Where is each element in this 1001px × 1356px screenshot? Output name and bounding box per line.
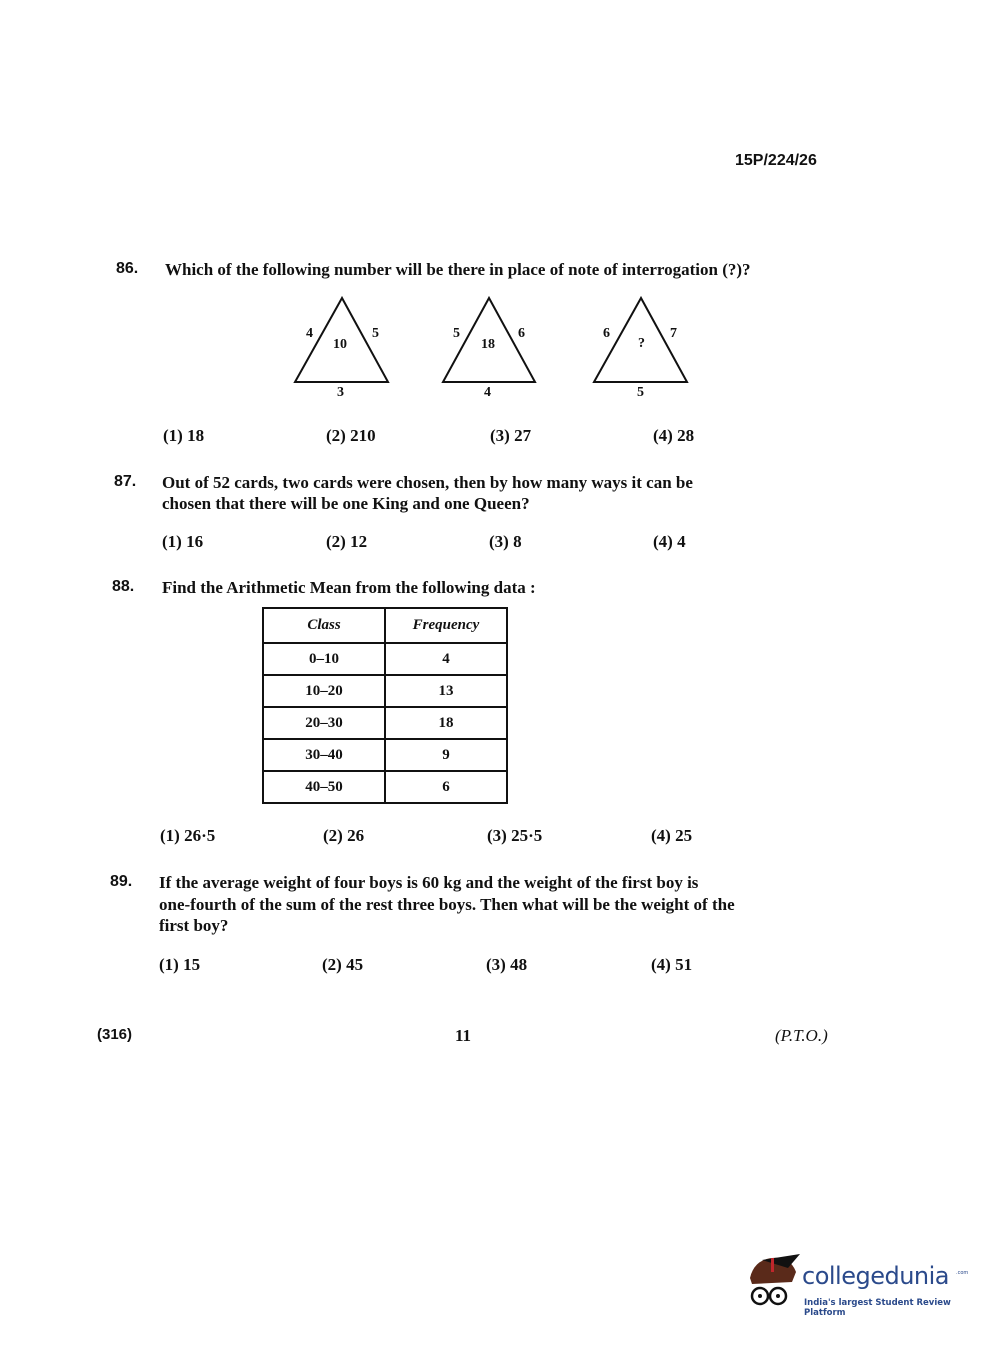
option-1: (1) 18: [163, 426, 205, 445]
frequency-cell: 6: [385, 771, 507, 803]
table-row: [263, 675, 507, 707]
class-cell: 30–40: [263, 739, 385, 771]
column-header: Class: [263, 608, 385, 643]
triangle-3-bottom: 5: [637, 385, 644, 400]
option-3: (3) 25·5: [487, 826, 543, 845]
option-4: (4) 51: [651, 955, 693, 974]
table-row: [263, 643, 507, 675]
question-text-line: first boy?: [159, 916, 229, 935]
triangle-2-center: 18: [481, 337, 495, 352]
logo-suffix: .com: [956, 1270, 969, 1276]
table-row: [263, 771, 507, 803]
option-1: (1) 26·5: [160, 826, 216, 845]
option-1: (1) 16: [162, 532, 204, 551]
question-text-line: If the average weight of four boys is 60 kg and the weight of the first boy is: [159, 873, 699, 892]
option-2: (2) 210: [326, 426, 376, 445]
class-cell: 10–20: [263, 675, 385, 707]
frequency-table: [262, 607, 508, 804]
logo-tagline: India's largest Student Review Platform: [804, 1298, 951, 1318]
triangle-2-bottom: 4: [484, 385, 491, 400]
option-4: (4) 4: [653, 532, 686, 551]
triangle-1-left: 4: [306, 326, 313, 341]
page-number: 11: [455, 1026, 472, 1045]
logo-wordmark: collegedunia: [802, 1262, 950, 1290]
triangle-1-right: 5: [372, 326, 379, 341]
option-2: (2) 45: [322, 955, 364, 974]
option-2: (2) 12: [326, 532, 368, 551]
question-text: Find the Arithmetic Mean from the following data :: [162, 578, 536, 597]
question-text-line: one-fourth of the sum of the rest three boys. Then what will be the weight of the: [159, 895, 735, 914]
question-text-line: chosen that there will be one King and one Queen?: [162, 494, 530, 513]
triangle-1-center: 10: [333, 337, 347, 352]
class-cell: 40–50: [263, 771, 385, 803]
triangle-2-left: 5: [453, 326, 460, 341]
option-3: (3) 8: [489, 532, 522, 551]
question-number: 87.: [114, 473, 137, 490]
option-4: (4) 25: [651, 826, 693, 845]
column-header: Frequency: [385, 608, 507, 643]
option-1: (1) 15: [159, 955, 201, 974]
question-number: 89.: [110, 873, 133, 890]
option-4: (4) 28: [653, 426, 695, 445]
triangle-3-center: ?: [638, 336, 645, 351]
frequency-cell: 13: [385, 675, 507, 707]
pto-label: (P.T.O.): [775, 1026, 828, 1045]
question-number: 86.: [116, 260, 139, 277]
class-cell: 0–10: [263, 643, 385, 675]
frequency-cell: 9: [385, 739, 507, 771]
table-row: [263, 707, 507, 739]
frequency-cell: 4: [385, 643, 507, 675]
collegedunia-logo: [742, 1248, 972, 1320]
question-number: 88.: [112, 578, 135, 595]
frequency-cell: 18: [385, 707, 507, 739]
paper-code: 15P/224/26: [735, 152, 817, 169]
question-text-line: Out of 52 cards, two cards were chosen, then by how many ways it can be: [162, 473, 693, 492]
option-3: (3) 27: [490, 426, 532, 445]
footer-code: (316): [97, 1026, 133, 1043]
table-row: [263, 739, 507, 771]
class-cell: 20–30: [263, 707, 385, 739]
question-text: Which of the following number will be there in place of note of interrogation (?)?: [165, 260, 751, 279]
triangle-3-right: 7: [670, 326, 677, 341]
mascot-icon: [742, 1248, 802, 1320]
option-2: (2) 26: [323, 826, 365, 845]
option-3: (3) 48: [486, 955, 528, 974]
triangle-3-left: 6: [603, 326, 610, 341]
triangle-2-right: 6: [518, 326, 525, 341]
triangle-1-bottom: 3: [337, 385, 344, 400]
